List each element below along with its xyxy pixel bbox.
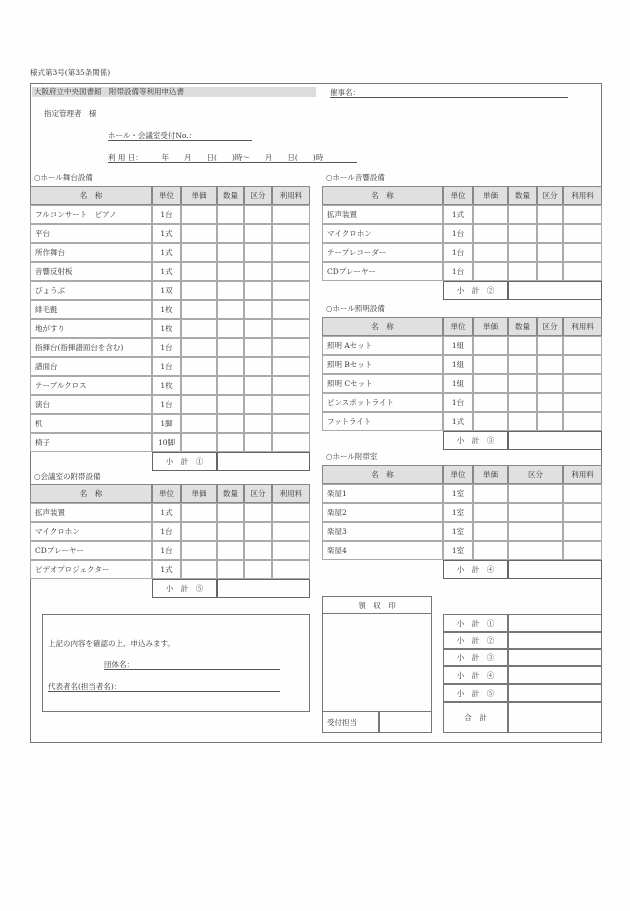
table-cell-price[interactable] — [181, 357, 217, 376]
table-cell-fee[interactable] — [272, 357, 310, 376]
summary-subtotal-label: 小 計 ④ — [443, 666, 508, 684]
item-name: 照明 Aセット — [322, 336, 443, 355]
table-cell-fee[interactable] — [563, 243, 602, 262]
table-cell-category[interactable] — [244, 281, 272, 300]
item-name: フルコンサート ピアノ — [30, 205, 152, 224]
table-cell-qty[interactable] — [508, 355, 537, 374]
table-cell-category[interactable] — [537, 374, 563, 393]
item-unit: 1台 — [152, 395, 181, 414]
item-name: マイクロホン — [322, 224, 443, 243]
confirmation-text: 上記の内容を確認の上、申込みます。 — [48, 639, 175, 648]
receipt-stamp-header: 領 収 印 — [322, 596, 432, 614]
table-cell-fee[interactable] — [563, 374, 602, 393]
table-cell-category[interactable] — [508, 484, 563, 503]
form-number: 様式第3号(第35条関係) — [30, 68, 111, 77]
table-cell-fee[interactable] — [272, 433, 310, 452]
summary-subtotal-value[interactable] — [508, 666, 602, 684]
table-cell-fee[interactable] — [272, 522, 310, 541]
table-cell-fee[interactable] — [563, 205, 602, 224]
item-unit: 1台 — [152, 357, 181, 376]
item-name: 拡声装置 — [322, 205, 443, 224]
table-cell-qty[interactable] — [508, 243, 537, 262]
table-cell-price[interactable] — [473, 205, 508, 224]
table-cell-fee[interactable] — [272, 300, 310, 319]
table-cell-qty[interactable] — [217, 376, 244, 395]
table-cell-fee[interactable] — [563, 522, 602, 541]
column-header-fee: 利用料 — [272, 186, 310, 205]
column-header-unit: 単位 — [443, 317, 473, 336]
table-cell-fee[interactable] — [272, 376, 310, 395]
column-header-unit: 単位 — [443, 465, 473, 484]
item-unit: 1式 — [152, 560, 181, 579]
table-cell-fee[interactable] — [272, 224, 310, 243]
table-cell-category[interactable] — [244, 319, 272, 338]
item-name: 机 — [30, 414, 152, 433]
column-header-category: 区分 — [244, 484, 272, 503]
table-cell-category[interactable] — [537, 262, 563, 281]
column-header-name: 名 称 — [30, 484, 152, 503]
table-cell-price[interactable] — [473, 522, 508, 541]
summary-subtotal-label: 小 計 ② — [443, 632, 508, 649]
table-cell-category[interactable] — [244, 414, 272, 433]
column-header-fee: 利用料 — [563, 317, 602, 336]
table-cell-price[interactable] — [181, 338, 217, 357]
item-unit: 1脚 — [152, 414, 181, 433]
column-header-category: 区分 — [244, 186, 272, 205]
table-cell-fee[interactable] — [563, 336, 602, 355]
table-cell-category[interactable] — [244, 376, 272, 395]
item-name: 楽屋2 — [322, 503, 443, 522]
table-cell-qty[interactable] — [217, 357, 244, 376]
item-name: 緋毛氈 — [30, 300, 152, 319]
table-cell-price[interactable] — [181, 376, 217, 395]
item-name: 譜面台 — [30, 357, 152, 376]
table-cell-fee[interactable] — [272, 503, 310, 522]
item-unit: 1式 — [152, 243, 181, 262]
item-name: テーブルクロス — [30, 376, 152, 395]
subtotal-label: 小 計 ③ — [443, 431, 508, 450]
subtotal-label: 小 計 ⑤ — [152, 579, 217, 598]
item-name: 指揮台(指揮譜面台を含む) — [30, 338, 152, 357]
table-cell-category[interactable] — [244, 560, 272, 579]
table-cell-price[interactable] — [181, 262, 217, 281]
subtotal-label: 小 計 ① — [152, 452, 217, 471]
table-cell-category[interactable] — [537, 355, 563, 374]
section-title: ○ホール音響設備 — [326, 173, 385, 182]
addressee: 指定管理者 様 — [44, 109, 97, 118]
reception-no-field[interactable]: ホール・会議室受付No.： — [108, 130, 252, 141]
table-cell-fee[interactable] — [563, 355, 602, 374]
table-cell-category[interactable] — [244, 541, 272, 560]
table-cell-fee[interactable] — [563, 412, 602, 431]
item-name: テープレコーダー — [322, 243, 443, 262]
item-name: 音響反射板 — [30, 262, 152, 281]
table-cell-price[interactable] — [181, 243, 217, 262]
table-cell-price[interactable] — [181, 433, 217, 452]
table-cell-category[interactable] — [244, 224, 272, 243]
column-header-name: 名 称 — [322, 186, 443, 205]
representative-name-field[interactable]: 代表者名(担当者名)： — [48, 681, 280, 692]
item-name: 楽屋1 — [322, 484, 443, 503]
column-header-category: 区分 — [508, 465, 563, 484]
column-header-category: 区分 — [537, 186, 563, 205]
column-header-unit: 単位 — [443, 186, 473, 205]
table-cell-fee[interactable] — [272, 205, 310, 224]
column-header-price: 単価 — [473, 465, 508, 484]
subtotal-value-field[interactable] — [217, 452, 310, 471]
table-cell-category[interactable] — [244, 243, 272, 262]
column-header-qty: 数量 — [217, 484, 244, 503]
column-header-price: 単価 — [181, 186, 217, 205]
summary-subtotal-value[interactable] — [508, 614, 602, 632]
summary-subtotal-value[interactable] — [508, 649, 602, 666]
table-cell-price[interactable] — [473, 412, 508, 431]
table-cell-price[interactable] — [473, 541, 508, 560]
table-cell-price[interactable] — [473, 355, 508, 374]
table-cell-price[interactable] — [181, 319, 217, 338]
item-unit: 1式 — [152, 503, 181, 522]
table-cell-category[interactable] — [244, 205, 272, 224]
item-unit: 1台 — [152, 338, 181, 357]
table-cell-qty[interactable] — [217, 224, 244, 243]
column-header-unit: 単位 — [152, 186, 181, 205]
table-cell-price[interactable] — [473, 484, 508, 503]
item-name: 演台 — [30, 395, 152, 414]
column-header-name: 名 称 — [322, 317, 443, 336]
table-cell-qty[interactable] — [217, 541, 244, 560]
table-cell-fee[interactable] — [272, 414, 310, 433]
table-cell-qty[interactable] — [217, 243, 244, 262]
subtotal-value-field[interactable] — [508, 281, 602, 300]
table-cell-price[interactable] — [473, 393, 508, 412]
table-cell-qty[interactable] — [217, 522, 244, 541]
table-cell-fee[interactable] — [563, 484, 602, 503]
table-cell-category[interactable] — [244, 357, 272, 376]
item-name: ビデオプロジェクター — [30, 560, 152, 579]
table-cell-price[interactable] — [181, 300, 217, 319]
subtotal-value-field[interactable] — [508, 431, 602, 450]
column-header-fee: 利用料 — [563, 465, 602, 484]
table-cell-category[interactable] — [244, 503, 272, 522]
table-cell-qty[interactable] — [508, 336, 537, 355]
column-header-price: 単価 — [181, 484, 217, 503]
table-cell-qty[interactable] — [217, 433, 244, 452]
table-cell-qty[interactable] — [217, 338, 244, 357]
table-cell-category[interactable] — [244, 395, 272, 414]
item-name: 照明 Bセット — [322, 355, 443, 374]
table-cell-category[interactable] — [244, 300, 272, 319]
table-cell-fee[interactable] — [563, 393, 602, 412]
column-header-qty: 数量 — [508, 186, 537, 205]
grand-total-label: 合 計 — [443, 702, 508, 733]
table-cell-qty[interactable] — [217, 395, 244, 414]
summary-subtotal-label: 小 計 ① — [443, 614, 508, 632]
item-unit: 1台 — [443, 224, 473, 243]
summary-subtotal-value[interactable] — [508, 684, 602, 702]
table-cell-price[interactable] — [181, 560, 217, 579]
item-name: びょうぶ — [30, 281, 152, 300]
table-cell-category[interactable] — [244, 433, 272, 452]
subtotal-value-field[interactable] — [508, 560, 602, 579]
form-title: 大阪府立中央図書館 附帯設備等利用申込書 — [32, 87, 316, 97]
event-name-field[interactable]: 催事名： — [330, 87, 568, 98]
item-unit: 1式 — [152, 262, 181, 281]
column-header-fee: 利用料 — [563, 186, 602, 205]
item-unit: 1枚 — [152, 300, 181, 319]
item-unit: 1式 — [443, 205, 473, 224]
item-unit: 1組 — [443, 336, 473, 355]
table-cell-fee[interactable] — [272, 243, 310, 262]
item-unit: 1枚 — [152, 319, 181, 338]
table-cell-category[interactable] — [537, 336, 563, 355]
table-cell-category[interactable] — [537, 412, 563, 431]
table-cell-category[interactable] — [537, 224, 563, 243]
table-cell-qty[interactable] — [217, 300, 244, 319]
item-name: 照明 Cセット — [322, 374, 443, 393]
item-unit: 1式 — [152, 224, 181, 243]
item-name: 地がすり — [30, 319, 152, 338]
grand-total-value[interactable] — [508, 702, 602, 733]
table-cell-qty[interactable] — [217, 319, 244, 338]
column-header-qty: 数量 — [508, 317, 537, 336]
item-name: ピンスポットライト — [322, 393, 443, 412]
section-title: ○ホール照明設備 — [326, 304, 385, 313]
column-header-qty: 数量 — [217, 186, 244, 205]
item-name: 平台 — [30, 224, 152, 243]
section-title: ○ホール附帯室 — [326, 452, 378, 461]
table-cell-category[interactable] — [537, 393, 563, 412]
item-unit: 1室 — [443, 541, 473, 560]
item-name: 所作舞台 — [30, 243, 152, 262]
table-cell-qty[interactable] — [217, 262, 244, 281]
item-unit: 1室 — [443, 522, 473, 541]
table-cell-category[interactable] — [508, 503, 563, 522]
table-cell-qty[interactable] — [508, 393, 537, 412]
item-unit: 1台 — [443, 262, 473, 281]
table-cell-price[interactable] — [473, 243, 508, 262]
summary-subtotal-value[interactable] — [508, 632, 602, 649]
table-cell-price[interactable] — [181, 205, 217, 224]
item-unit: 1台 — [152, 522, 181, 541]
table-cell-price[interactable] — [181, 522, 217, 541]
column-header-name: 名 称 — [30, 186, 152, 205]
table-cell-qty[interactable] — [217, 205, 244, 224]
group-name-field[interactable]: 団体名： — [104, 659, 280, 670]
table-cell-qty[interactable] — [508, 262, 537, 281]
summary-subtotal-label: 小 計 ③ — [443, 649, 508, 666]
subtotal-label: 小 計 ② — [443, 281, 508, 300]
subtotal-label: 小 計 ④ — [443, 560, 508, 579]
table-cell-category[interactable] — [244, 338, 272, 357]
table-cell-price[interactable] — [181, 541, 217, 560]
section-title: ○ホール舞台設備 — [34, 173, 93, 182]
item-unit: 1台 — [152, 541, 181, 560]
table-cell-qty[interactable] — [217, 281, 244, 300]
table-cell-qty[interactable] — [508, 205, 537, 224]
item-name: 楽屋3 — [322, 522, 443, 541]
item-unit: 1台 — [152, 205, 181, 224]
item-unit: 1双 — [152, 281, 181, 300]
table-cell-fee[interactable] — [272, 319, 310, 338]
table-cell-fee[interactable] — [272, 281, 310, 300]
table-cell-fee[interactable] — [272, 338, 310, 357]
item-unit: 1室 — [443, 484, 473, 503]
table-cell-price[interactable] — [473, 503, 508, 522]
table-cell-fee[interactable] — [563, 262, 602, 281]
usage-date-field[interactable]: 利 用 日： 年 月 日( )時～ 月 日( )時 — [108, 152, 357, 163]
item-unit: 1室 — [443, 503, 473, 522]
table-cell-fee[interactable] — [272, 560, 310, 579]
item-name: CDプレーヤー — [30, 541, 152, 560]
item-unit: 1組 — [443, 355, 473, 374]
column-header-category: 区分 — [537, 317, 563, 336]
table-cell-fee[interactable] — [272, 262, 310, 281]
table-cell-price[interactable] — [473, 336, 508, 355]
table-cell-qty[interactable] — [217, 560, 244, 579]
table-cell-price[interactable] — [473, 374, 508, 393]
table-cell-fee[interactable] — [272, 395, 310, 414]
table-cell-qty[interactable] — [508, 224, 537, 243]
table-cell-qty[interactable] — [508, 412, 537, 431]
table-cell-price[interactable] — [181, 224, 217, 243]
item-name: 楽屋4 — [322, 541, 443, 560]
item-name: マイクロホン — [30, 522, 152, 541]
column-header-name: 名 称 — [322, 465, 443, 484]
column-header-fee: 利用料 — [272, 484, 310, 503]
item-unit: 1組 — [443, 374, 473, 393]
item-name: 椅子 — [30, 433, 152, 452]
table-cell-fee[interactable] — [563, 541, 602, 560]
item-unit: 1枚 — [152, 376, 181, 395]
item-unit: 1台 — [443, 243, 473, 262]
column-header-price: 単価 — [473, 186, 508, 205]
subtotal-value-field[interactable] — [217, 579, 310, 598]
table-cell-price[interactable] — [181, 414, 217, 433]
table-cell-category[interactable] — [244, 522, 272, 541]
reception-staff-field[interactable] — [379, 711, 432, 733]
item-unit: 1台 — [443, 393, 473, 412]
table-cell-category[interactable] — [537, 205, 563, 224]
item-name: 拡声装置 — [30, 503, 152, 522]
table-cell-price[interactable] — [181, 503, 217, 522]
item-name: フットライト — [322, 412, 443, 431]
table-cell-price[interactable] — [181, 395, 217, 414]
table-cell-price[interactable] — [473, 262, 508, 281]
item-unit: 1式 — [443, 412, 473, 431]
column-header-price: 単価 — [473, 317, 508, 336]
summary-subtotal-label: 小 計 ⑤ — [443, 684, 508, 702]
table-cell-category[interactable] — [537, 243, 563, 262]
table-cell-fee[interactable] — [563, 224, 602, 243]
table-cell-fee[interactable] — [272, 541, 310, 560]
table-cell-category[interactable] — [244, 262, 272, 281]
table-cell-price[interactable] — [181, 281, 217, 300]
table-cell-category[interactable] — [508, 541, 563, 560]
section-title: ○会議室の附帯設備 — [34, 472, 101, 481]
item-name: CDプレーヤー — [322, 262, 443, 281]
table-cell-category[interactable] — [508, 522, 563, 541]
table-cell-qty[interactable] — [217, 414, 244, 433]
column-header-unit: 単位 — [152, 484, 181, 503]
table-cell-qty[interactable] — [508, 374, 537, 393]
table-cell-qty[interactable] — [217, 503, 244, 522]
item-unit: 10脚 — [152, 433, 181, 452]
table-cell-price[interactable] — [473, 224, 508, 243]
table-cell-fee[interactable] — [563, 503, 602, 522]
reception-staff-label: 受付担当 — [322, 711, 379, 733]
